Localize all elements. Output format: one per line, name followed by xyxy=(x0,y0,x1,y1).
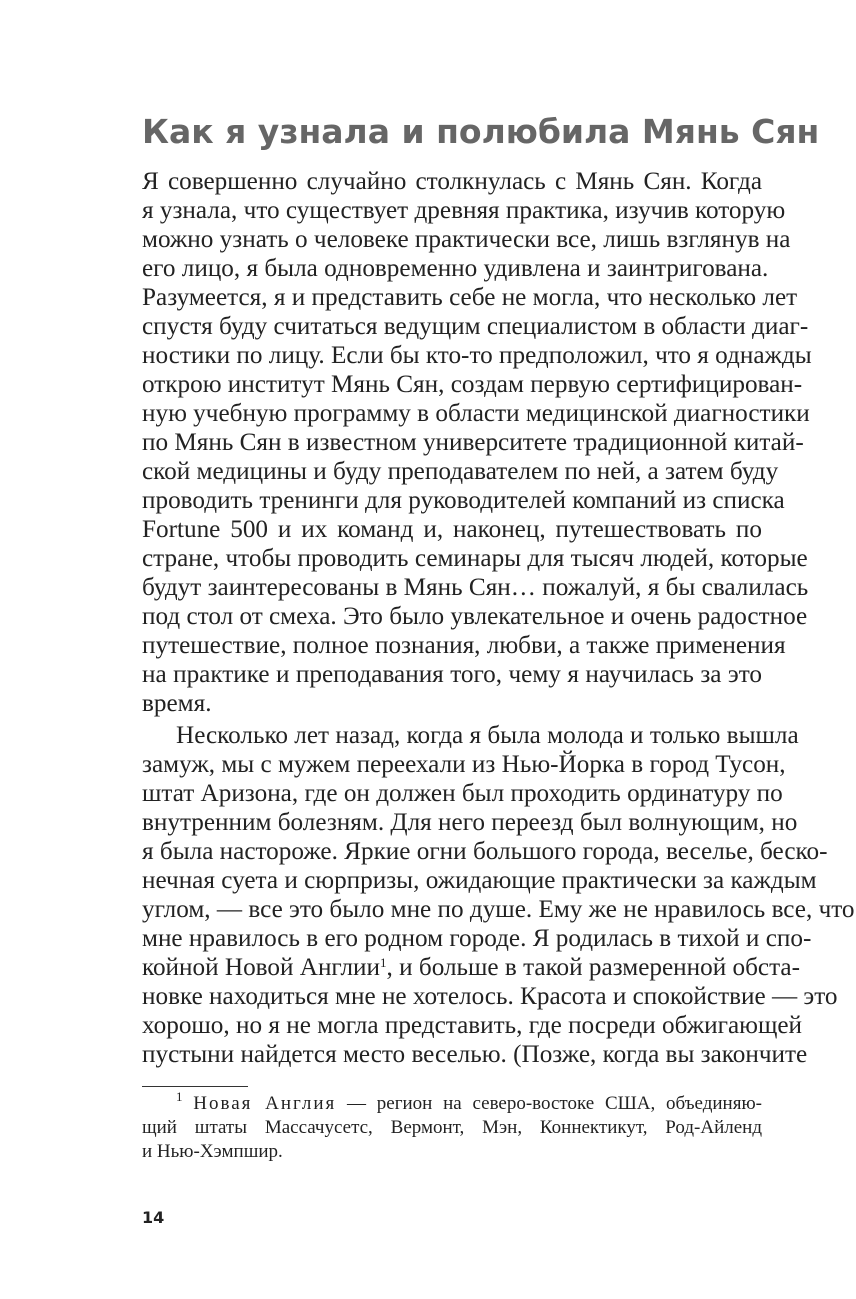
footnote-marker: 1 xyxy=(176,1089,183,1104)
text-line-end: , и больше в такой размеренной обста- xyxy=(386,954,800,981)
text-line: открою институт Мянь Сян, создам первую сертифицирован- xyxy=(142,371,803,398)
text-line: штат Аризона, где он должен был проходить ординатуру по xyxy=(142,780,783,807)
text-line xyxy=(142,954,800,984)
text-line: время. xyxy=(142,690,212,717)
text-line: на практике и преподавания того, чему я научилась за это xyxy=(142,661,762,688)
text-line: углом, — все это было мне по душе. Ему же не нравилось все, что xyxy=(142,896,855,923)
text-line: Несколько лет назад, когда я была молода и только вышла xyxy=(176,722,799,749)
text-line: Разумеется, я и представить себе не могла, что несколько лет xyxy=(142,284,798,311)
text-line: нечная суета и сюрпризы, ожидающие практически за каждым xyxy=(142,867,817,894)
text-line: ской медицины и буду преподавателем по ней, а затем буду xyxy=(142,458,779,485)
text-line-start: койной Новой Англии xyxy=(142,954,381,981)
page-number: 14 xyxy=(142,1208,165,1227)
text-line: хорошо, но я не могла представить, где посреди обжигающей xyxy=(142,1012,803,1039)
footnote-term: Новая Англия xyxy=(193,1093,337,1114)
text-line: Я совершенно случайно столкнулась с Мянь Сян. Когда xyxy=(142,168,762,195)
text-line: проводить тренинги для руководителей компаний из списка xyxy=(142,487,785,514)
text-line: внутренним болезням. Для него переезд был волнующим, но xyxy=(142,809,798,836)
footnote-ref[interactable]: 1 xyxy=(380,955,387,970)
text-line: пустыни найдется место веселью. (Позже, когда вы закончите xyxy=(142,1041,808,1068)
text-line: можно узнать о человеке практически все, лишь взглянув на xyxy=(142,226,791,253)
text-line: Fortune 500 и их команд и, наконец, путешествовать по xyxy=(142,516,762,543)
text-line: мне нравилось в его родном городе. Я родилась в тихой и спо- xyxy=(142,925,812,952)
text-line: я была настороже. Яркие огни большого города, веселье, беско- xyxy=(142,838,828,865)
text-line: ностики по лицу. Если бы кто-то предположил, что я однажды xyxy=(142,342,812,369)
footnote-line: и Нью-Хэмпшир. xyxy=(142,1141,283,1162)
text-line: ную учебную программу в области медицинской диагностики xyxy=(142,400,810,427)
footnote-line: щий штаты Массачусетс, Вермонт, Мэн, Коннектикут, Род-Айленд xyxy=(142,1117,762,1138)
text-line: новке находиться мне не хотелось. Красота и спокойствие — это xyxy=(142,983,838,1010)
text-line: будут заинтересованы в Мянь Сян… пожалуй, я бы свалилась xyxy=(142,574,809,601)
text-line: спустя буду считаться ведущим специалистом в области диаг- xyxy=(142,313,809,340)
footnote-line xyxy=(176,1089,762,1115)
text-line: по Мянь Сян в известном университете традиционной китай- xyxy=(142,429,804,456)
text-line: замуж, мы с мужем переехали из Нью-Йорка в город Тусон, xyxy=(142,751,786,778)
chapter-heading: Как я узнала и полюбила Мянь Сян xyxy=(142,112,820,151)
footnote-text: — регион на северо-востоке США, объединяю- xyxy=(336,1093,762,1114)
text-line: стране, чтобы проводить семинары для тысяч людей, которые xyxy=(142,545,808,572)
text-line: я узнала, что существует древняя практика, изучив которую xyxy=(142,197,786,224)
footnote-divider xyxy=(142,1086,248,1087)
text-line: его лицо, я была одновременно удивлена и заинтригована. xyxy=(142,255,769,282)
text-line: под стол от смеха. Это было увлекательное и очень радостное xyxy=(142,603,808,630)
text-line: путешествие, полное познания, любви, а также применения xyxy=(142,632,786,659)
